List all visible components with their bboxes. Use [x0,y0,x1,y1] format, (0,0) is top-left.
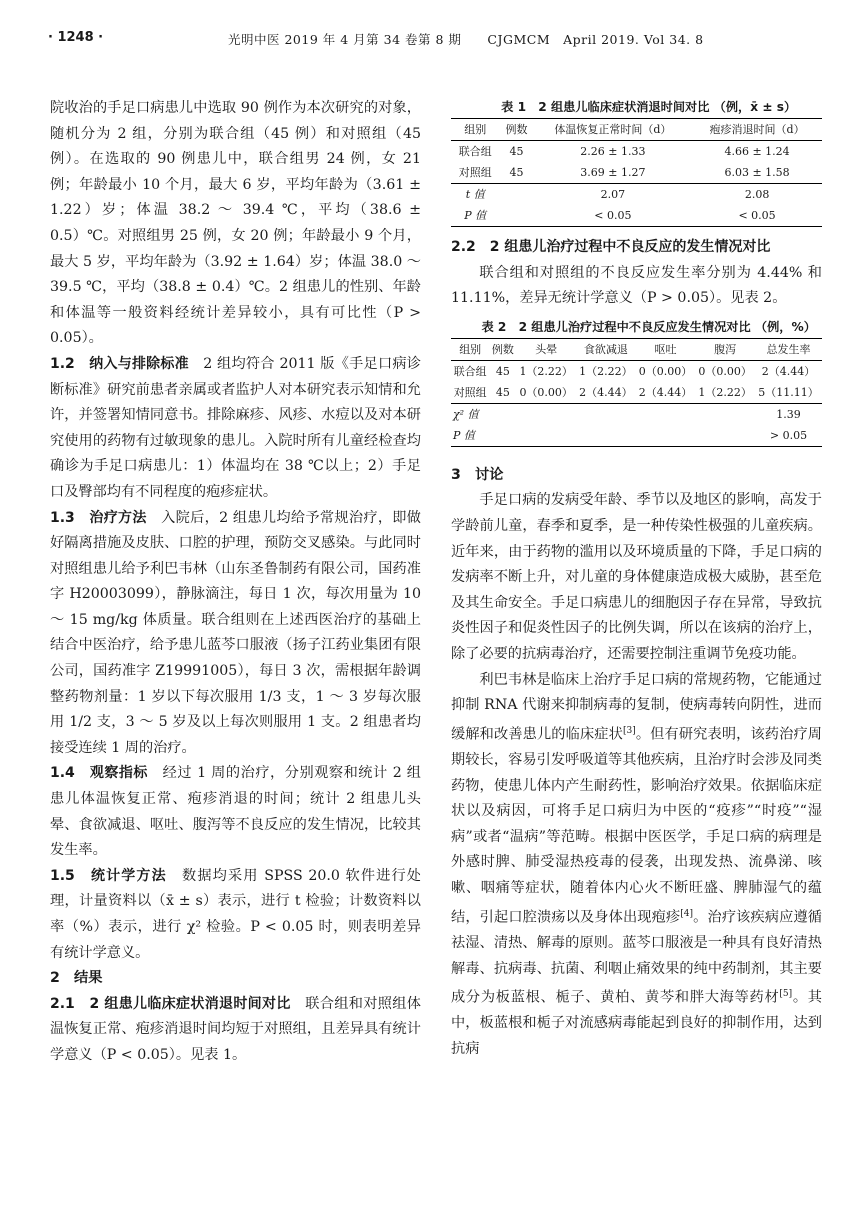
table-cell [489,403,516,425]
table-cell: 0（0.00） [698,364,752,378]
table-cell: 1（2.22） [698,385,752,399]
section-1-5 [50,864,421,966]
left-column [50,96,421,1069]
table-cell [516,403,576,425]
section-text: 联合组和对照组体温恢复正常、疱疹消退时间均短于对照组，且差异具有统计学意义（P < 0.05）。见表 1。 [50,995,421,1063]
column-header: 组别 [464,123,487,136]
table-cell: 45 [495,385,510,399]
table-cell: 45 [495,364,510,378]
section-text: 入院后，2 组患儿均给予常规治疗，即做好隔离措施及皮肤、口腔的护理，预防交叉感染。与此同时对照组患儿给予利巴韦林（山东圣鲁制药有限公司，国药准字 H20003099），静脉滴注，每日 1 次，每次用量为 10 ～ 15 mg/kg 体质量。联合组则在上述西医治疗的基础上结合中医治疗，给予患儿蓝芩口服液（扬子江药业集团有限公司，国药准字 Z19991005），每日 3 次，需根据年龄调整药物剂量：1 岁以下每次服用 1/3 支，1 ～ 3 岁每次服用 1/2 支，3 ～ 5 岁及以上每次则服用 1 支。2 组患者均接受连续 1 周的治疗。 [50,509,421,756]
column-header: 例数 [491,342,514,356]
table-cell: P 值 [464,209,487,222]
section-1-3 [50,506,421,762]
column-header: 总发生率 [766,342,811,356]
table-header-row [451,338,822,360]
table-cell [499,184,533,206]
table-cell [695,425,755,447]
table-header-row [451,119,822,141]
discussion-paragraph-2 [451,668,822,1063]
text-run: 。治疗该疾病应遵循祛湿、清热、解毒的原则。蓝芩口服液是一种具有良好清热解毒、抗病毒、抗菌、利咽止痛效果的纯中药制剂，其主要成分为板蓝根、栀子、黄柏、黄芩和胖大海等药材 [451,909,822,1006]
section-title: 1.3 治疗方法 [50,509,147,526]
text-run: 利巴韦林是临床上治疗手足口病的常规药物，它能通过抑制 RNA 代谢来抑制病毒的复制，使病毒转向阴性，进而缓解和改善患儿的临床症状 [451,671,822,743]
table-cell: > 0.05 [769,428,808,442]
table-row [451,382,822,404]
section-title: 1.2 纳入与排除标准 [50,355,189,372]
table-cell: 2.08 [744,188,770,201]
table-cell: 2.07 [600,188,626,201]
table-cell: 6.03 ± 1.58 [724,166,790,179]
table-caption: 表 2 2 组患儿治疗过程中不良反应发生情况对比 （例，%） [481,319,816,334]
table-cell [576,425,636,447]
text-run: 。但有研究表明，该药治疗周期较长，容易引发呼吸道等其他疾病，且治疗时会涉及同类药物，使患儿体内产生耐药性，影响治疗效果。依据临床症状以及病因，可将手足口病归为中医的“疫疹”“时疫”“湿病”或者“温病”等范畴。根据中医医学，手足口病的病理是外感时脾、肺受湿热疫毒的侵袭，出现发热、流鼻涕、咳嗽、咽痛等症状，随着体内心火不断旺盛、脾肺湿气的蕴结，引起口腔溃疡以及身体出现疱疹 [451,726,822,926]
table-row [451,403,822,425]
table-cell: < 0.05 [594,209,632,222]
data-table [451,118,822,227]
column-header: 疱疹消退时间（d） [709,123,805,136]
table-cell: 联合组 [458,145,492,158]
table-row [451,141,822,163]
table-2 [451,316,822,447]
table-cell: χ² 值 [453,407,479,421]
discussion-heading: 3 讨论 [451,466,504,483]
section-2-2-text: 联合组和对照组的不良反应发生率分别为 4.44% 和 11.11%，差异无统计学意义（P > 0.05）。见表 2。 [451,264,822,307]
table-row [451,360,822,382]
page-number: · 1248 · [48,30,104,45]
section-text: 数据均采用 SPSS 20.0 软件进行处理，计量资料以（x̄ ± s）表示，进行 t 检验；计数资料以率（%）表示，进行 χ² 检验。P < 0.05 时，则表明差异有统计学意义。 [50,867,421,961]
section-2-1 [50,992,421,1069]
paragraph-subjects: 院收治的手足口病患儿中选取 90 例作为本次研究的对象，随机分为 2 组，分别为联合组（45 例）和对照组（45 例）。在选取的 90 例患儿中，联合组男 24 例，女 21 例；年龄最小 10 个月，最大 6 岁，平均年龄为（3.61 ± 1.22）岁；体温 38.2 ～ 39.4 ℃，平均（38.6 ± 0.5）℃。对照组男 25 例，女 20 例；年龄最小 9 个月，最大 5 岁，平均年龄为（3.92 ± 1.64）岁；体温 38.0 ～ 39.5 ℃，平均（38.8 ± 0.4）℃。2 组患儿的性别、年龄和体温等一般资料经统计差异较小，具有可比性（P > 0.05）。 [50,100,421,347]
table-cell: 对照组 [453,385,487,399]
citation-ref: [4] [680,908,694,919]
table-cell: t 值 [465,188,485,201]
table-cell: 1（2.22） [519,364,573,378]
discussion-paragraph-1: 手足口病的发病受年龄、季节以及地区的影响，高发于学龄前儿童，春季和夏季，是一种传染性极强的儿童疾病。近年来，由于药物的滥用以及环境质量的下降，手足口病的发病率不断上升，对儿童的身体健康造成极大威胁，甚至危及其生命安全。手足口病患儿的细胞因子存在异常，导致抗炎性因子和促炎性因子的比例失调，所以在该病的治疗上，除了必要的抗病毒治疗，还需要控制注重调节免疫功能。 [451,492,822,662]
table-cell: 45 [509,166,524,179]
table-cell: 45 [509,145,524,158]
table-1 [451,96,822,227]
table-cell [489,425,516,447]
section-text: 经过 1 周的治疗，分别观察和统计 2 组患儿体温恢复正常、疱疹消退的时间；统计 2 组患儿头晕、食欲减退、呕吐、腹泻等不良反应的发生情况，比较其发生率。 [50,765,421,859]
table-cell [499,205,533,227]
table-cell [695,403,755,425]
section-2-heading: 2 结果 [50,970,103,987]
table-row [451,162,822,184]
table-cell: 0（0.00） [519,385,573,399]
section-2-2-title: 2.2 2 组患儿治疗过程中不良反应的发生情况对比 [451,239,771,255]
table-cell: 4.66 ± 1.24 [724,145,790,158]
column-header: 头晕 [535,342,558,356]
table-cell: 2（4.44） [761,364,816,378]
table-cell: 2（4.44） [638,385,693,399]
table-caption: 表 1 2 组患儿临床症状消退时间对比 （例，x̄ ± s） [501,100,797,114]
citation-ref: [3] [622,725,636,736]
table-cell: 1.39 [776,407,801,421]
table-cell: 1（2.22） [579,364,633,378]
section-title: 2.1 2 组患儿临床症状消退时间对比 [50,995,291,1012]
section-1-2 [50,352,421,506]
column-header: 食欲减退 [583,342,628,356]
table-row [451,425,822,447]
section-title: 1.4 观察指标 [50,765,148,782]
table-cell: < 0.05 [738,209,776,222]
table-cell: 2（4.44） [579,385,633,399]
table-cell: 2.26 ± 1.33 [580,145,646,158]
column-header: 组别 [459,342,482,356]
table-cell: 0（0.00） [638,364,693,378]
table-cell: 对照组 [458,166,492,179]
right-column [451,96,822,1063]
journal-info: 光明中医 2019 年 4 月第 34 卷第 8 期 CJGMCM April 2019. Vol 34. 8 [228,32,704,47]
citation-ref: [5] [779,989,793,1000]
data-table [451,338,822,447]
section-text: 2 组均符合 2011 版《手足口病诊断标准》研究前患者亲属或者监护人对本研究表示知情和允许，并签署知情同意书。排除麻疹、风疹、水痘以及对本研究使用的药物有过敏现象的患儿。入院时所有儿童经检查均确诊为手足口病患儿：1）体温均在 38 ℃以上；2）手足口及臀部均有不同程度的疱疹症状。 [50,355,421,500]
column-header: 体温恢复正常时间（d） [554,123,672,136]
text-run: 。其中，板蓝根和栀子对流感病毒能起到良好的抑制作用，达到抗病 [451,989,822,1058]
table-cell [516,425,576,447]
table-cell [576,403,636,425]
table-cell: P 值 [453,428,475,442]
table-cell: 3.69 ± 1.27 [580,166,646,179]
table-cell: 5（11.11） [758,385,819,399]
running-header [0,20,860,50]
column-header: 呕吐 [654,342,677,356]
column-header: 腹泻 [714,342,737,356]
table-row [451,184,822,206]
table-cell [636,403,696,425]
section-title: 1.5 统计学方法 [50,867,167,884]
table-cell [636,425,696,447]
column-header: 例数 [505,123,528,136]
table-cell: 联合组 [453,364,487,378]
table-row [451,205,822,227]
section-1-4 [50,761,421,863]
